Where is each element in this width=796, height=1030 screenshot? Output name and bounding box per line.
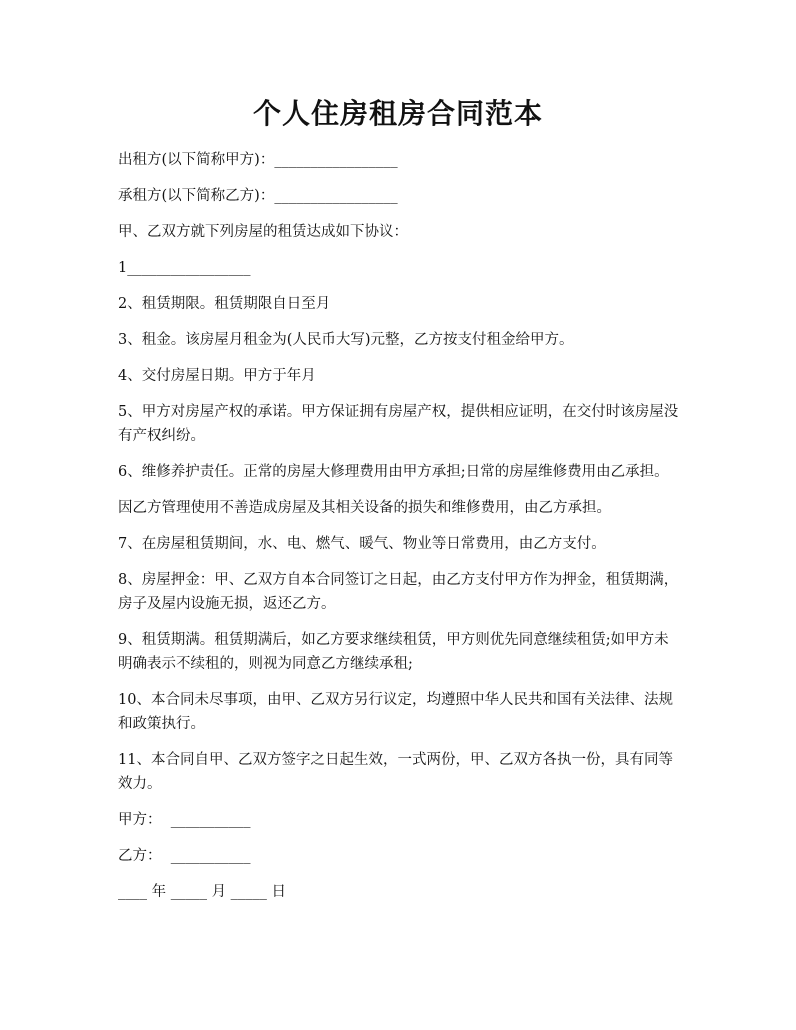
clause-2-lease-term: 2、租赁期限。租赁期限自日至月 <box>118 296 331 312</box>
clause-1: 1_________________ <box>118 260 251 276</box>
document-body <box>118 148 683 916</box>
clause-5-property-right: 5、甲方对房屋产权的承诺。甲方保证拥有房屋产权，提供相应证明，在交付时该房屋没有产权纠纷。 <box>118 404 679 444</box>
signature-date: ____ 年 _____ 月 _____ 日 <box>118 884 287 900</box>
agreement-intro: 甲、乙双方就下列房屋的租赁达成如下协议： <box>118 224 408 240</box>
signature-party-b: 乙方： ___________ <box>118 848 251 864</box>
party-a-line: 出租方(以下简称甲方)：_________________ <box>118 152 398 168</box>
clause-6-maintenance: 6、维修养护责任。正常的房屋大修理费用由甲方承担;日常的房屋维修费用由乙承担。 <box>118 464 669 480</box>
clause-4-delivery-date: 4、交付房屋日期。甲方于年月 <box>118 368 316 384</box>
clause-6-note: 因乙方管理使用不善造成房屋及其相关设备的损失和维修费用，由乙方承担。 <box>118 500 611 516</box>
clause-9-expiry: 9、租赁期满。租赁期满后，如乙方要求继续租赁，甲方则优先同意继续租赁;如甲方未明确表示不续租的，则视为同意乙方继续承租; <box>118 632 669 672</box>
clause-8-deposit: 8、房屋押金：甲、乙双方自本合同签订之日起，由乙方支付甲方作为押金，租赁期满，房子及屋内设施无损，返还乙方。 <box>118 572 679 612</box>
clause-3-rent: 3、租金。该房屋月租金为(人民币大写)元整，乙方按支付租金给甲方。 <box>118 332 574 348</box>
document-title: 个人住房租房合同范本 <box>252 97 543 130</box>
signature-party-a: 甲方： ___________ <box>118 812 251 828</box>
clause-7-utilities: 7、在房屋租赁期间，水、电、燃气、暖气、物业等日常费用，由乙方支付。 <box>118 536 606 552</box>
party-b-line: 承租方(以下简称乙方)：_________________ <box>118 188 398 204</box>
clause-11-effectiveness: 11、本合同自甲、乙双方签字之日起生效，一式两份，甲、乙双方各执一份，具有同等效力。 <box>118 752 673 792</box>
clause-10-other-matters: 10、本合同未尽事项，由甲、乙双方另行议定，均遵照中华人民共和国有关法律、法规和政策执行。 <box>118 692 673 732</box>
